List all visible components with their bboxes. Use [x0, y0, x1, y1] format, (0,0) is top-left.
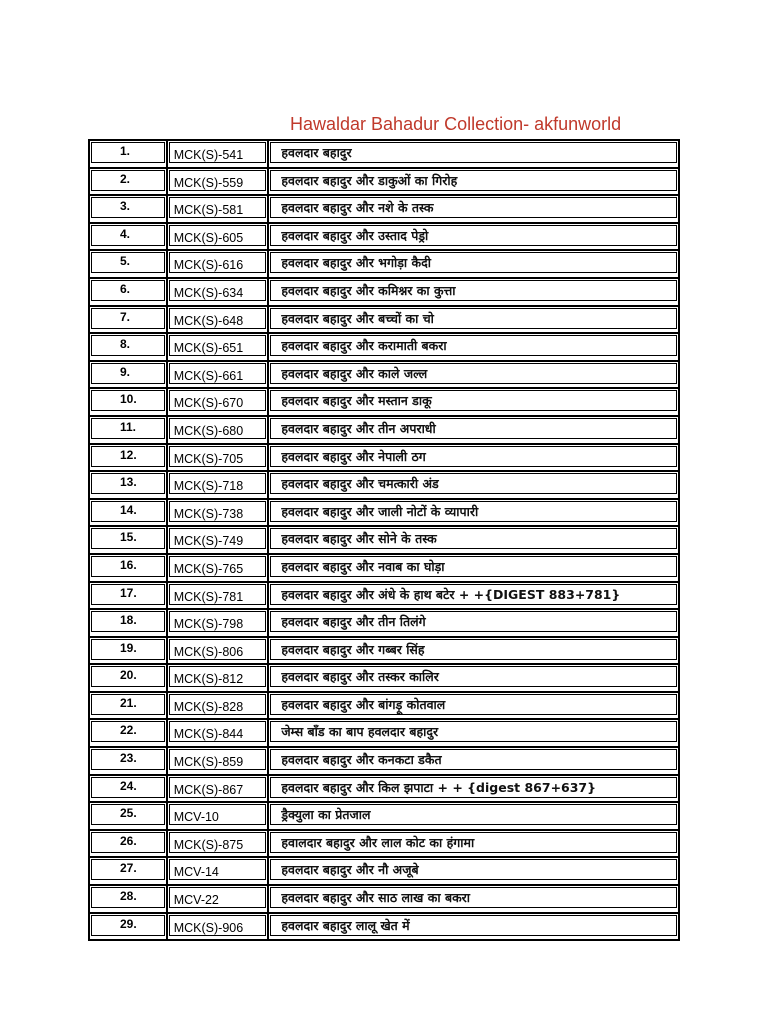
- issue-code-box: [169, 584, 267, 605]
- issue-code-cell: [167, 388, 269, 416]
- comic-title-box: [270, 749, 677, 770]
- comic-title: हवलदार बहादुर और उस्ताद पेड्रो: [281, 227, 429, 243]
- row-number-box: [91, 584, 165, 605]
- table-row: [89, 582, 679, 610]
- comic-title-cell: [268, 416, 679, 444]
- row-number-box: [91, 225, 165, 246]
- issue-code-cell: [167, 885, 269, 913]
- issue-code: MCK(S)-680: [173, 423, 244, 438]
- comic-title-box: [270, 804, 677, 825]
- issue-code-cell: [167, 416, 269, 444]
- issue-code-cell: [167, 913, 269, 941]
- row-number: 28.: [120, 889, 137, 904]
- comic-title: हवलदार बहादुर और डाकुओं का गिरोह: [281, 172, 458, 188]
- row-number-box: [91, 446, 165, 467]
- comic-title-cell: [268, 857, 679, 885]
- document-title: Hawaldar Bahadur Collection- akfunworld: [290, 114, 622, 134]
- row-number-box: [91, 363, 165, 384]
- row-number-box: [91, 170, 165, 191]
- row-number-cell: [89, 802, 167, 830]
- row-number: 17.: [120, 585, 137, 600]
- comic-title: हवलदार बहादुर: [281, 145, 352, 160]
- comic-title-box: [270, 915, 677, 936]
- row-number: 15.: [120, 530, 137, 545]
- issue-code-cell: [167, 526, 269, 554]
- issue-code-box: [169, 501, 267, 522]
- table-row: [89, 471, 679, 499]
- row-number: 23.: [120, 751, 137, 766]
- row-number-cell: [89, 775, 167, 803]
- row-number-cell: [89, 719, 167, 747]
- issue-code: MCK(S)-859: [173, 755, 244, 770]
- comic-title-box: [270, 528, 677, 549]
- issue-code: MCK(S)-581: [173, 203, 244, 218]
- row-number-box: [91, 335, 165, 356]
- comic-title-box: [270, 390, 677, 411]
- comic-title-cell: [268, 885, 679, 913]
- issue-code-cell: [167, 333, 269, 361]
- comic-title-box: [270, 170, 677, 191]
- table-row: [89, 692, 679, 720]
- issue-code-box: [169, 859, 267, 880]
- row-number-cell: [89, 333, 167, 361]
- issue-code: MCK(S)-651: [173, 341, 244, 356]
- comic-title-cell: [268, 747, 679, 775]
- issue-code-cell: [167, 609, 269, 637]
- comic-title-cell: [268, 471, 679, 499]
- issue-code-cell: [167, 471, 269, 499]
- row-number-cell: [89, 168, 167, 196]
- row-number-cell: [89, 471, 167, 499]
- row-number: 11.: [120, 419, 137, 434]
- comic-title-cell: [268, 609, 679, 637]
- comic-title-cell: [268, 195, 679, 223]
- issue-code-box: [169, 777, 267, 798]
- comic-title-box: [270, 225, 677, 246]
- issue-code-cell: [167, 168, 269, 196]
- row-number-cell: [89, 885, 167, 913]
- comic-title: हवलदार बहादुर और बच्चों का चो: [281, 310, 434, 326]
- comic-title: हवलदार बहादुर और तीन तिलंगे: [281, 614, 426, 630]
- issue-code-box: [169, 280, 267, 301]
- row-number: 5.: [120, 254, 131, 269]
- row-number-box: [91, 694, 165, 715]
- row-number-cell: [89, 278, 167, 306]
- issue-code-cell: [167, 857, 269, 885]
- issue-code-box: [169, 446, 267, 467]
- row-number: 29.: [120, 916, 137, 931]
- issue-code-box: [169, 721, 267, 742]
- table-row: [89, 719, 679, 747]
- comic-title-box: [270, 142, 677, 163]
- comic-title-box: [270, 446, 677, 467]
- comic-title: जेम्स बॉंड का बाप हवलदार बहादुर: [281, 724, 439, 740]
- row-number: 4.: [120, 226, 131, 241]
- comic-title-box: [270, 473, 677, 494]
- comic-title: हवलदार बहादुर और कमिश्नर का कुत्ता: [281, 282, 456, 298]
- table-row: [89, 444, 679, 472]
- table-row: [89, 306, 679, 334]
- table-row: [89, 333, 679, 361]
- table-row: [89, 416, 679, 444]
- issue-code-box: [169, 666, 267, 687]
- issue-code-cell: [167, 582, 269, 610]
- comic-title-box: [270, 280, 677, 301]
- issue-code-box: [169, 749, 267, 770]
- comic-title-box: [270, 584, 677, 605]
- comic-title: हवलदार बहादुर और किल झपाटा + + {digest 867+637}: [281, 779, 597, 795]
- row-number-box: [91, 666, 165, 687]
- row-number: 13.: [120, 475, 137, 490]
- comic-title: हवलदार बहादुर और काले जल्ल: [281, 365, 428, 381]
- row-number-box: [91, 252, 165, 273]
- row-number-box: [91, 142, 165, 163]
- row-number: 16.: [120, 557, 137, 572]
- issue-code-box: [169, 804, 267, 825]
- issue-code: MCK(S)-812: [173, 672, 244, 687]
- issue-code: MCK(S)-738: [173, 506, 244, 521]
- comic-title: हवलदार बहादुर और कनकटा डकैत: [281, 752, 442, 768]
- row-number-box: [91, 611, 165, 632]
- table-row: [89, 830, 679, 858]
- comic-title-cell: [268, 306, 679, 334]
- comic-title: हवलदार बहादुर और तस्कर कालिर: [281, 669, 439, 685]
- table-row: [89, 885, 679, 913]
- row-number-box: [91, 528, 165, 549]
- row-number-box: [91, 639, 165, 660]
- comic-title-cell: [268, 278, 679, 306]
- comic-title: ड्रैक्युला का प्रेतजाल: [281, 807, 371, 823]
- comic-title: हवलदार बहादुर और अंधे के हाथ बटेर + +{DIGEST 883+781}: [281, 586, 621, 602]
- comic-title: हवलदार बहादुर लालू खेत में: [281, 917, 410, 933]
- issue-code-box: [169, 252, 267, 273]
- table-row: [89, 664, 679, 692]
- row-number-cell: [89, 582, 167, 610]
- table-row: [89, 250, 679, 278]
- comic-title-box: [270, 335, 677, 356]
- comic-title-cell: [268, 637, 679, 665]
- row-number: 9.: [120, 364, 131, 379]
- comic-title-box: [270, 611, 677, 632]
- comic-title-cell: [268, 223, 679, 251]
- comic-title-cell: [268, 140, 679, 168]
- issue-code: MCV-22: [173, 893, 219, 908]
- row-number-cell: [89, 140, 167, 168]
- table-row: [89, 913, 679, 941]
- row-number: 1.: [120, 144, 131, 158]
- table-row: [89, 747, 679, 775]
- row-number: 18.: [120, 613, 137, 628]
- row-number-box: [91, 308, 165, 329]
- row-number: 8.: [120, 337, 131, 352]
- issue-code: MCK(S)-670: [173, 396, 244, 411]
- issue-code-cell: [167, 637, 269, 665]
- issue-code: MCK(S)-559: [173, 175, 244, 190]
- row-number-box: [91, 556, 165, 577]
- comic-title: हवलदार बहादुर और नवाब का घोड़ा: [281, 558, 445, 574]
- comic-title-cell: [268, 250, 679, 278]
- comic-title-box: [270, 556, 677, 577]
- comic-title-cell: [268, 719, 679, 747]
- comic-title: हवलदार बहादुर और सोने के तस्क: [281, 531, 437, 547]
- issue-code-box: [169, 556, 267, 577]
- comic-title: हवलदार बहादुर और जाली नोटों के व्यापारी: [281, 503, 479, 519]
- comic-title-cell: [268, 775, 679, 803]
- row-number: 2.: [120, 171, 131, 186]
- issue-code: MCK(S)-828: [173, 699, 244, 714]
- issue-code: MCK(S)-648: [173, 313, 244, 328]
- table-row: [89, 388, 679, 416]
- row-number-box: [91, 197, 165, 218]
- row-number: 7.: [120, 309, 131, 324]
- comic-title-box: [270, 639, 677, 660]
- row-number-cell: [89, 913, 167, 941]
- comic-title-box: [270, 859, 677, 880]
- issue-code-cell: [167, 250, 269, 278]
- table-row: [89, 278, 679, 306]
- comic-title: हवलदार बहादुर और भगोड़ा कैदी: [281, 255, 431, 271]
- row-number-cell: [89, 250, 167, 278]
- table-row: [89, 775, 679, 803]
- issue-code-box: [169, 473, 267, 494]
- comic-title-cell: [268, 692, 679, 720]
- row-number-box: [91, 473, 165, 494]
- issue-code-cell: [167, 802, 269, 830]
- issue-code-cell: [167, 499, 269, 527]
- issue-code-cell: [167, 747, 269, 775]
- row-number-cell: [89, 664, 167, 692]
- row-number-box: [91, 501, 165, 522]
- issue-code-cell: [167, 361, 269, 389]
- row-number: 6.: [120, 281, 131, 296]
- issue-code-box: [169, 915, 267, 936]
- row-number-box: [91, 804, 165, 825]
- issue-code-box: [169, 832, 267, 853]
- comic-title-box: [270, 418, 677, 439]
- row-number-cell: [89, 306, 167, 334]
- row-number-cell: [89, 444, 167, 472]
- issue-code-cell: [167, 444, 269, 472]
- issue-code: MCV-14: [173, 865, 219, 880]
- row-number-box: [91, 887, 165, 908]
- row-number-box: [91, 777, 165, 798]
- issue-code: MCK(S)-806: [173, 644, 244, 659]
- issue-code: MCK(S)-765: [173, 561, 244, 576]
- issue-code-box: [169, 142, 267, 163]
- row-number-cell: [89, 857, 167, 885]
- table-row: [89, 195, 679, 223]
- comic-title-cell: [268, 168, 679, 196]
- table-row: [89, 802, 679, 830]
- issue-code: MCK(S)-661: [173, 368, 244, 383]
- row-number-box: [91, 418, 165, 439]
- row-number: 27.: [120, 861, 137, 876]
- row-number-cell: [89, 388, 167, 416]
- comic-title-cell: [268, 333, 679, 361]
- issue-code: MCK(S)-906: [173, 920, 244, 935]
- issue-code-cell: [167, 554, 269, 582]
- comic-title-cell: [268, 830, 679, 858]
- issue-code-cell: [167, 692, 269, 720]
- table-row: [89, 361, 679, 389]
- row-number-box: [91, 280, 165, 301]
- table-row: [89, 609, 679, 637]
- issue-code-box: [169, 197, 267, 218]
- row-number-cell: [89, 499, 167, 527]
- issue-code: MCV-10: [173, 810, 219, 825]
- row-number-cell: [89, 637, 167, 665]
- comic-title: हवलदार बहादुर और तीन अपराधी: [281, 420, 436, 436]
- row-number: 19.: [120, 640, 137, 655]
- row-number-cell: [89, 609, 167, 637]
- row-number: 10.: [120, 392, 137, 407]
- row-number-cell: [89, 830, 167, 858]
- issue-code: MCK(S)-616: [173, 258, 244, 273]
- comic-title-cell: [268, 802, 679, 830]
- table-row: [89, 857, 679, 885]
- table-row: [89, 554, 679, 582]
- comic-title-box: [270, 777, 677, 798]
- table-row: [89, 526, 679, 554]
- comic-title: हवलदार बहादुर और गब्बर सिंह: [281, 641, 425, 657]
- issue-code: MCK(S)-541: [173, 148, 244, 162]
- issue-code-box: [169, 390, 267, 411]
- issue-code-box: [169, 308, 267, 329]
- row-number-cell: [89, 692, 167, 720]
- table-row: [89, 499, 679, 527]
- comic-title: हवलदार बहादुर और नेपाली ठग: [281, 448, 426, 464]
- comic-title-box: [270, 363, 677, 384]
- row-number: 3.: [120, 199, 131, 214]
- row-number-box: [91, 832, 165, 853]
- row-number: 25.: [120, 806, 137, 821]
- comic-title: हवलदार बहादुर और साठ लाख का बकरा: [281, 890, 471, 906]
- comic-title-box: [270, 721, 677, 742]
- issue-code: MCK(S)-749: [173, 534, 244, 549]
- row-number: 14.: [120, 502, 137, 517]
- row-number: 21.: [120, 695, 137, 710]
- comic-title-cell: [268, 526, 679, 554]
- issue-code-box: [169, 335, 267, 356]
- issue-code-cell: [167, 830, 269, 858]
- issue-code: MCK(S)-844: [173, 727, 244, 742]
- comic-title: हवालदार बहादुर और लाल कोट का हंगामा: [281, 834, 475, 850]
- comic-title-box: [270, 197, 677, 218]
- issue-code-box: [169, 225, 267, 246]
- issue-code-cell: [167, 278, 269, 306]
- row-number-box: [91, 915, 165, 936]
- comic-title: हवलदार बहादुर और नशे के तस्क: [281, 200, 434, 216]
- table-row: [89, 168, 679, 196]
- row-number-box: [91, 749, 165, 770]
- row-number: 12.: [120, 447, 137, 462]
- comic-title-cell: [268, 361, 679, 389]
- issue-code-box: [169, 363, 267, 384]
- issue-code-cell: [167, 306, 269, 334]
- comic-title-box: [270, 666, 677, 687]
- comic-title-cell: [268, 664, 679, 692]
- row-number-cell: [89, 223, 167, 251]
- row-number-box: [91, 859, 165, 880]
- table-row: [89, 223, 679, 251]
- comic-title-cell: [268, 499, 679, 527]
- issue-code: MCK(S)-781: [173, 589, 244, 604]
- issue-code-box: [169, 528, 267, 549]
- comic-title-cell: [268, 913, 679, 941]
- issue-code: MCK(S)-605: [173, 230, 244, 245]
- issue-code-box: [169, 418, 267, 439]
- comic-title-box: [270, 832, 677, 853]
- comic-title: हवलदार बहादुर और नौ अजूबे: [281, 862, 419, 878]
- issue-code: MCK(S)-705: [173, 451, 244, 466]
- row-number: 22.: [120, 723, 137, 738]
- comic-title: हवलदार बहादुर और बांगड़ू कोतवाल: [281, 696, 446, 712]
- table-row: [89, 140, 679, 168]
- comic-title-cell: [268, 444, 679, 472]
- issue-code-box: [169, 694, 267, 715]
- issue-code-box: [169, 887, 267, 908]
- comic-title-box: [270, 887, 677, 908]
- table-row: [89, 637, 679, 665]
- comic-title: हवलदार बहादुर और करामाती बकरा: [281, 338, 447, 354]
- row-number-box: [91, 390, 165, 411]
- issue-code-cell: [167, 719, 269, 747]
- issue-code-box: [169, 611, 267, 632]
- row-number-cell: [89, 416, 167, 444]
- issue-code-cell: [167, 223, 269, 251]
- comic-title-box: [270, 252, 677, 273]
- collection-table-body: [89, 140, 679, 940]
- issue-code-cell: [167, 775, 269, 803]
- issue-code: MCK(S)-634: [173, 285, 244, 300]
- issue-code: MCK(S)-798: [173, 617, 244, 632]
- issue-code: MCK(S)-718: [173, 479, 244, 494]
- issue-code: MCK(S)-867: [173, 782, 244, 797]
- row-number: 26.: [120, 833, 137, 848]
- issue-code-cell: [167, 664, 269, 692]
- issue-code: MCK(S)-875: [173, 837, 244, 852]
- row-number: 20.: [120, 668, 137, 683]
- collection-table: [88, 139, 680, 941]
- row-number-cell: [89, 747, 167, 775]
- row-number-cell: [89, 195, 167, 223]
- comic-title: हवलदार बहादुर और चमत्कारी अंड: [281, 476, 439, 492]
- row-number-cell: [89, 361, 167, 389]
- comic-title-cell: [268, 388, 679, 416]
- row-number-cell: [89, 554, 167, 582]
- row-number-box: [91, 721, 165, 742]
- row-number: 24.: [120, 778, 137, 793]
- comic-title: हवलदार बहादुर और मस्तान डाकू: [281, 393, 432, 409]
- issue-code-box: [169, 639, 267, 660]
- comic-title-box: [270, 501, 677, 522]
- comic-title-box: [270, 694, 677, 715]
- issue-code-cell: [167, 140, 269, 168]
- comic-title-cell: [268, 554, 679, 582]
- issue-code-cell: [167, 195, 269, 223]
- issue-code-box: [169, 170, 267, 191]
- comic-title-cell: [268, 582, 679, 610]
- comic-title-box: [270, 308, 677, 329]
- row-number-cell: [89, 526, 167, 554]
